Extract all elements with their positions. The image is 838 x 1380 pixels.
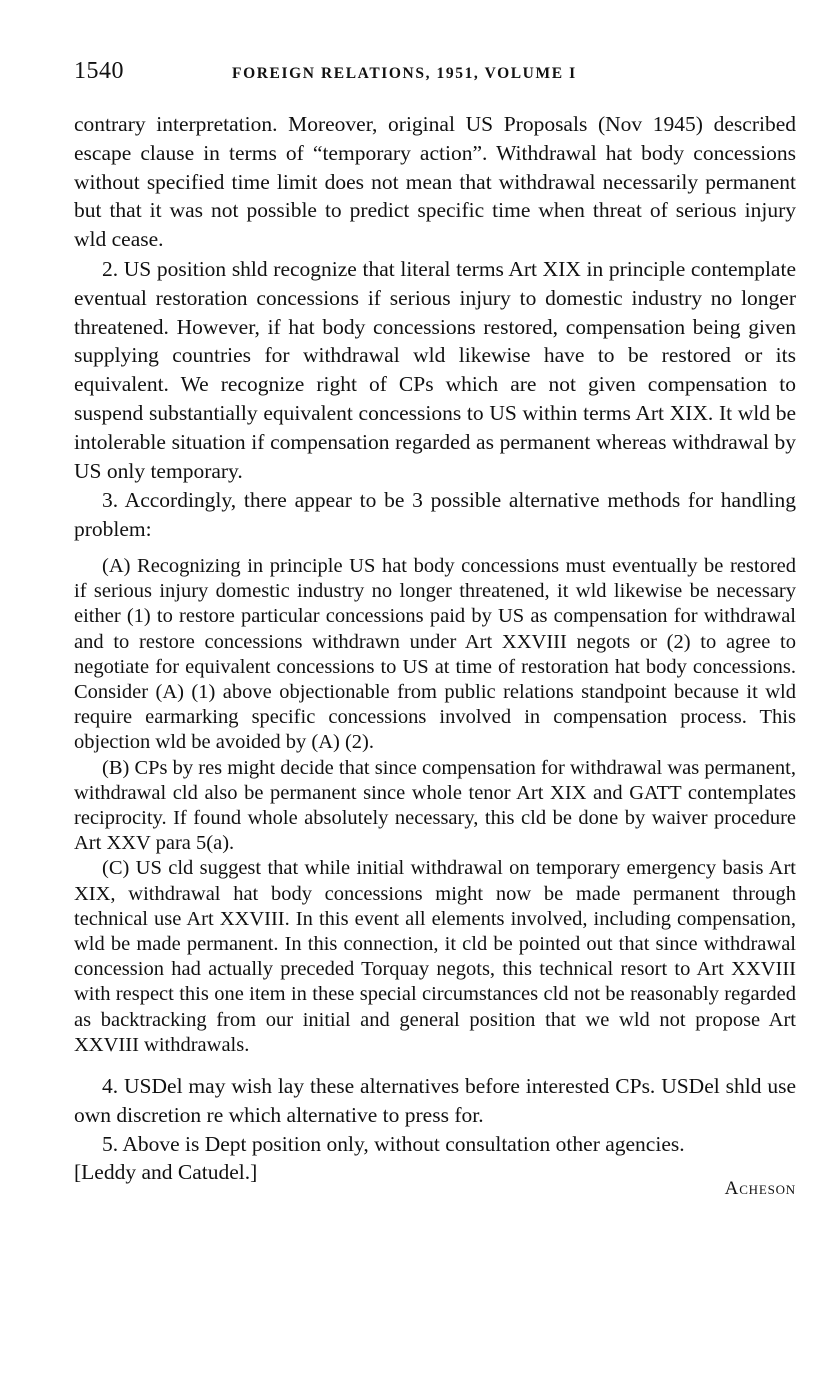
- paragraph-4: 4. USDel may wish lay these alternatives before interested CPs. USDel shld use own discretion re which alternative to press for.: [74, 1074, 796, 1127]
- document-page: [74, 58, 796, 1200]
- page-header: [74, 58, 796, 110]
- running-head: FOREIGN RELATIONS, 1951, VOLUME I: [232, 65, 577, 82]
- paragraph-5: 5. Above is Dept position only, without consultation other agencies.: [102, 1131, 685, 1156]
- closing-section: [74, 1072, 796, 1200]
- paragraph-3: 3. Accordingly, there appear to be 3 possible alternative methods for handling problem:: [74, 488, 796, 542]
- paragraph-intro: contrary interpretation. Moreover, original US Proposals (Nov 1945) described escape clause in terms of “temporary action”. Withdrawal hat body concessions without specified time limit does not mean that withdrawal necessarily permanent but that it was not possible to predict specific time when threat of serious injury wld cease.: [74, 112, 796, 252]
- alternative-b: (B) CPs by res might decide that since compensation for withdrawal was permanent, withdrawal cld also be permanent since whole tenor Art XIX and GATT contemplates reciprocity. If found whole absolutely necessary, this cld be done by waiver procedure Art XXV para 5(a).: [74, 756, 796, 855]
- alternative-a: (A) Recognizing in principle US hat body concessions must eventually be restored if serious injury domestic industry no longer threatened, it wld likewise be necessary either (1) to restore particular concessions paid by US as compensation for withdrawal and to restore concessions withdrawn under Art XXVIII negots or (2) to agree to negotiate for equivalent concessions to US at time of restoration hat body concessions. Consider (A) (1) above objectionable from public relations standpoint because it wld require earmarking specific concessions involved in compensation process. This objection wld be avoided by (A) (2).: [74, 554, 796, 754]
- paragraph-2: 2. US position shld recognize that literal terms Art XIX in principle contemplate eventual restoration concessions if serious injury to domestic industry no longer threatened. However, if hat body concessions restored, compensation being given supplying countries for withdrawal wld likewise have to be restored or its equivalent. We recognize right of CPs which are not given compensation to suspend substantially equivalent concessions to US within terms Art XIX. It wld be intolerable situation if compensation regarded as permanent whereas withdrawal by US only temporary.: [74, 256, 796, 483]
- signature-row: [74, 1158, 796, 1200]
- alternative-c: (C) US cld suggest that while initial withdrawal on temporary emergency basis Art XIX, withdrawal hat body concessions might now be made permanent through technical use Art XXVIII. In this event all elements involved, including compensation, wld be made permanent. In this connection, it cld be pointed out that since withdrawal concession had actually preceded Torquay negots, this technical resort to Art XXVIII with respect this one item in these special circumstances cld not be reasonably regarded as backtracking from our initial and general position that we wld not propose Art XXVIII withdrawals.: [74, 857, 796, 1056]
- alternatives-list: [74, 554, 796, 1058]
- drafters-note: [Leddy and Catudel.]: [74, 1160, 258, 1185]
- signature: Acheson: [724, 1178, 796, 1200]
- page-number: 1540: [74, 58, 124, 84]
